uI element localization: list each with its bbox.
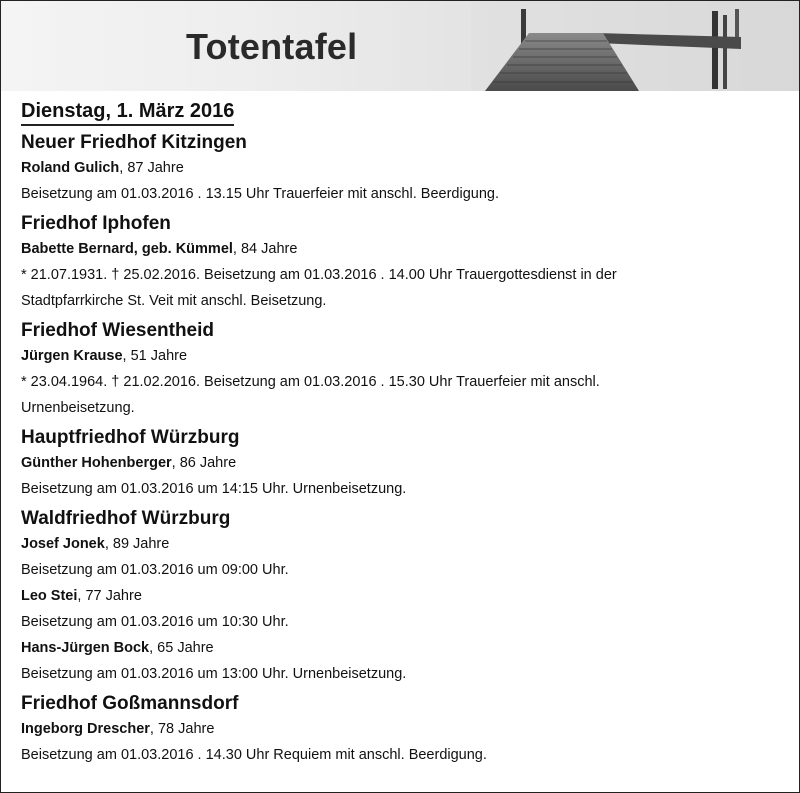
funeral-details-line: * 23.04.1964. † 21.02.2016. Beisetzung am 01.03.2016 . 15.30 Uhr Trauerfeier mit anschl. (21, 374, 600, 390)
funeral-details-line: Beisetzung am 01.03.2016 um 10:30 Uhr. (21, 614, 289, 630)
deceased-name: Roland Gulich (21, 160, 120, 176)
deceased-entry (21, 716, 781, 742)
deceased-name: Jürgen Krause (21, 348, 123, 364)
deceased-entry (21, 450, 781, 476)
header-banner (1, 1, 799, 91)
deceased-age: , 77 Jahre (77, 588, 142, 604)
funeral-details-line: * 21.07.1931. † 25.02.2016. Beisetzung am 01.03.2016 . 14.00 Uhr Trauergottesdienst in der (21, 267, 617, 283)
cemetery-heading: Friedhof Wiesentheid (21, 320, 215, 341)
deceased-age: , 87 Jahre (119, 160, 184, 176)
deceased-entry (21, 155, 781, 181)
deceased-name: Leo Stei (21, 588, 78, 604)
deceased-name: Hans-Jürgen Bock (21, 640, 150, 656)
deceased-age: , 89 Jahre (104, 536, 170, 552)
funeral-details-line: Beisetzung am 01.03.2016 . 13.15 Uhr Trauerfeier mit anschl. Beerdigung. (21, 186, 499, 202)
cemetery-heading: Friedhof Goßmannsdorf (21, 693, 239, 714)
deceased-name: Josef Jonek (21, 536, 105, 552)
deceased-entry (21, 531, 781, 557)
funeral-details-line: Stadtpfarrkirche St. Veit mit anschl. Beisetzung. (21, 293, 327, 309)
deceased-name: Babette Bernard, geb. Kümmel (21, 241, 233, 257)
date-heading: Dienstag, 1. März 2016 (21, 99, 234, 126)
obituary-content (21, 99, 781, 768)
deceased-entry (21, 583, 781, 609)
deceased-age: , 86 Jahre (171, 455, 237, 471)
deceased-entry (21, 635, 781, 661)
cemetery-heading: Hauptfriedhof Würzburg (21, 427, 240, 448)
cemetery-heading: Neuer Friedhof Kitzingen (21, 132, 247, 153)
deceased-age: , 84 Jahre (232, 241, 298, 257)
funeral-details-line: Urnenbeisetzung. (21, 400, 135, 416)
funeral-details-line: Beisetzung am 01.03.2016 um 13:00 Uhr. Urnenbeisetzung. (21, 666, 407, 682)
funeral-details-line: Beisetzung am 01.03.2016 . 14.30 Uhr Requiem mit anschl. Beerdigung. (21, 747, 487, 763)
deceased-entry (21, 236, 781, 262)
funeral-details-line: Beisetzung am 01.03.2016 um 09:00 Uhr. (21, 562, 289, 578)
cemetery-list (21, 131, 781, 768)
deceased-entry (21, 343, 781, 369)
deceased-name: Günther Hohenberger (21, 455, 172, 471)
deceased-age: , 78 Jahre (149, 721, 215, 737)
deceased-name: Ingeborg Drescher (21, 721, 150, 737)
deceased-age: , 65 Jahre (149, 640, 214, 656)
cemetery-heading: Friedhof Iphofen (21, 213, 171, 234)
funeral-details-line: Beisetzung am 01.03.2016 um 14:15 Uhr. Urnenbeisetzung. (21, 481, 407, 497)
page-title: Totentafel (186, 26, 358, 67)
jetty-photo (471, 1, 799, 91)
deceased-age: , 51 Jahre (122, 348, 188, 364)
cemetery-heading: Waldfriedhof Würzburg (21, 508, 231, 529)
